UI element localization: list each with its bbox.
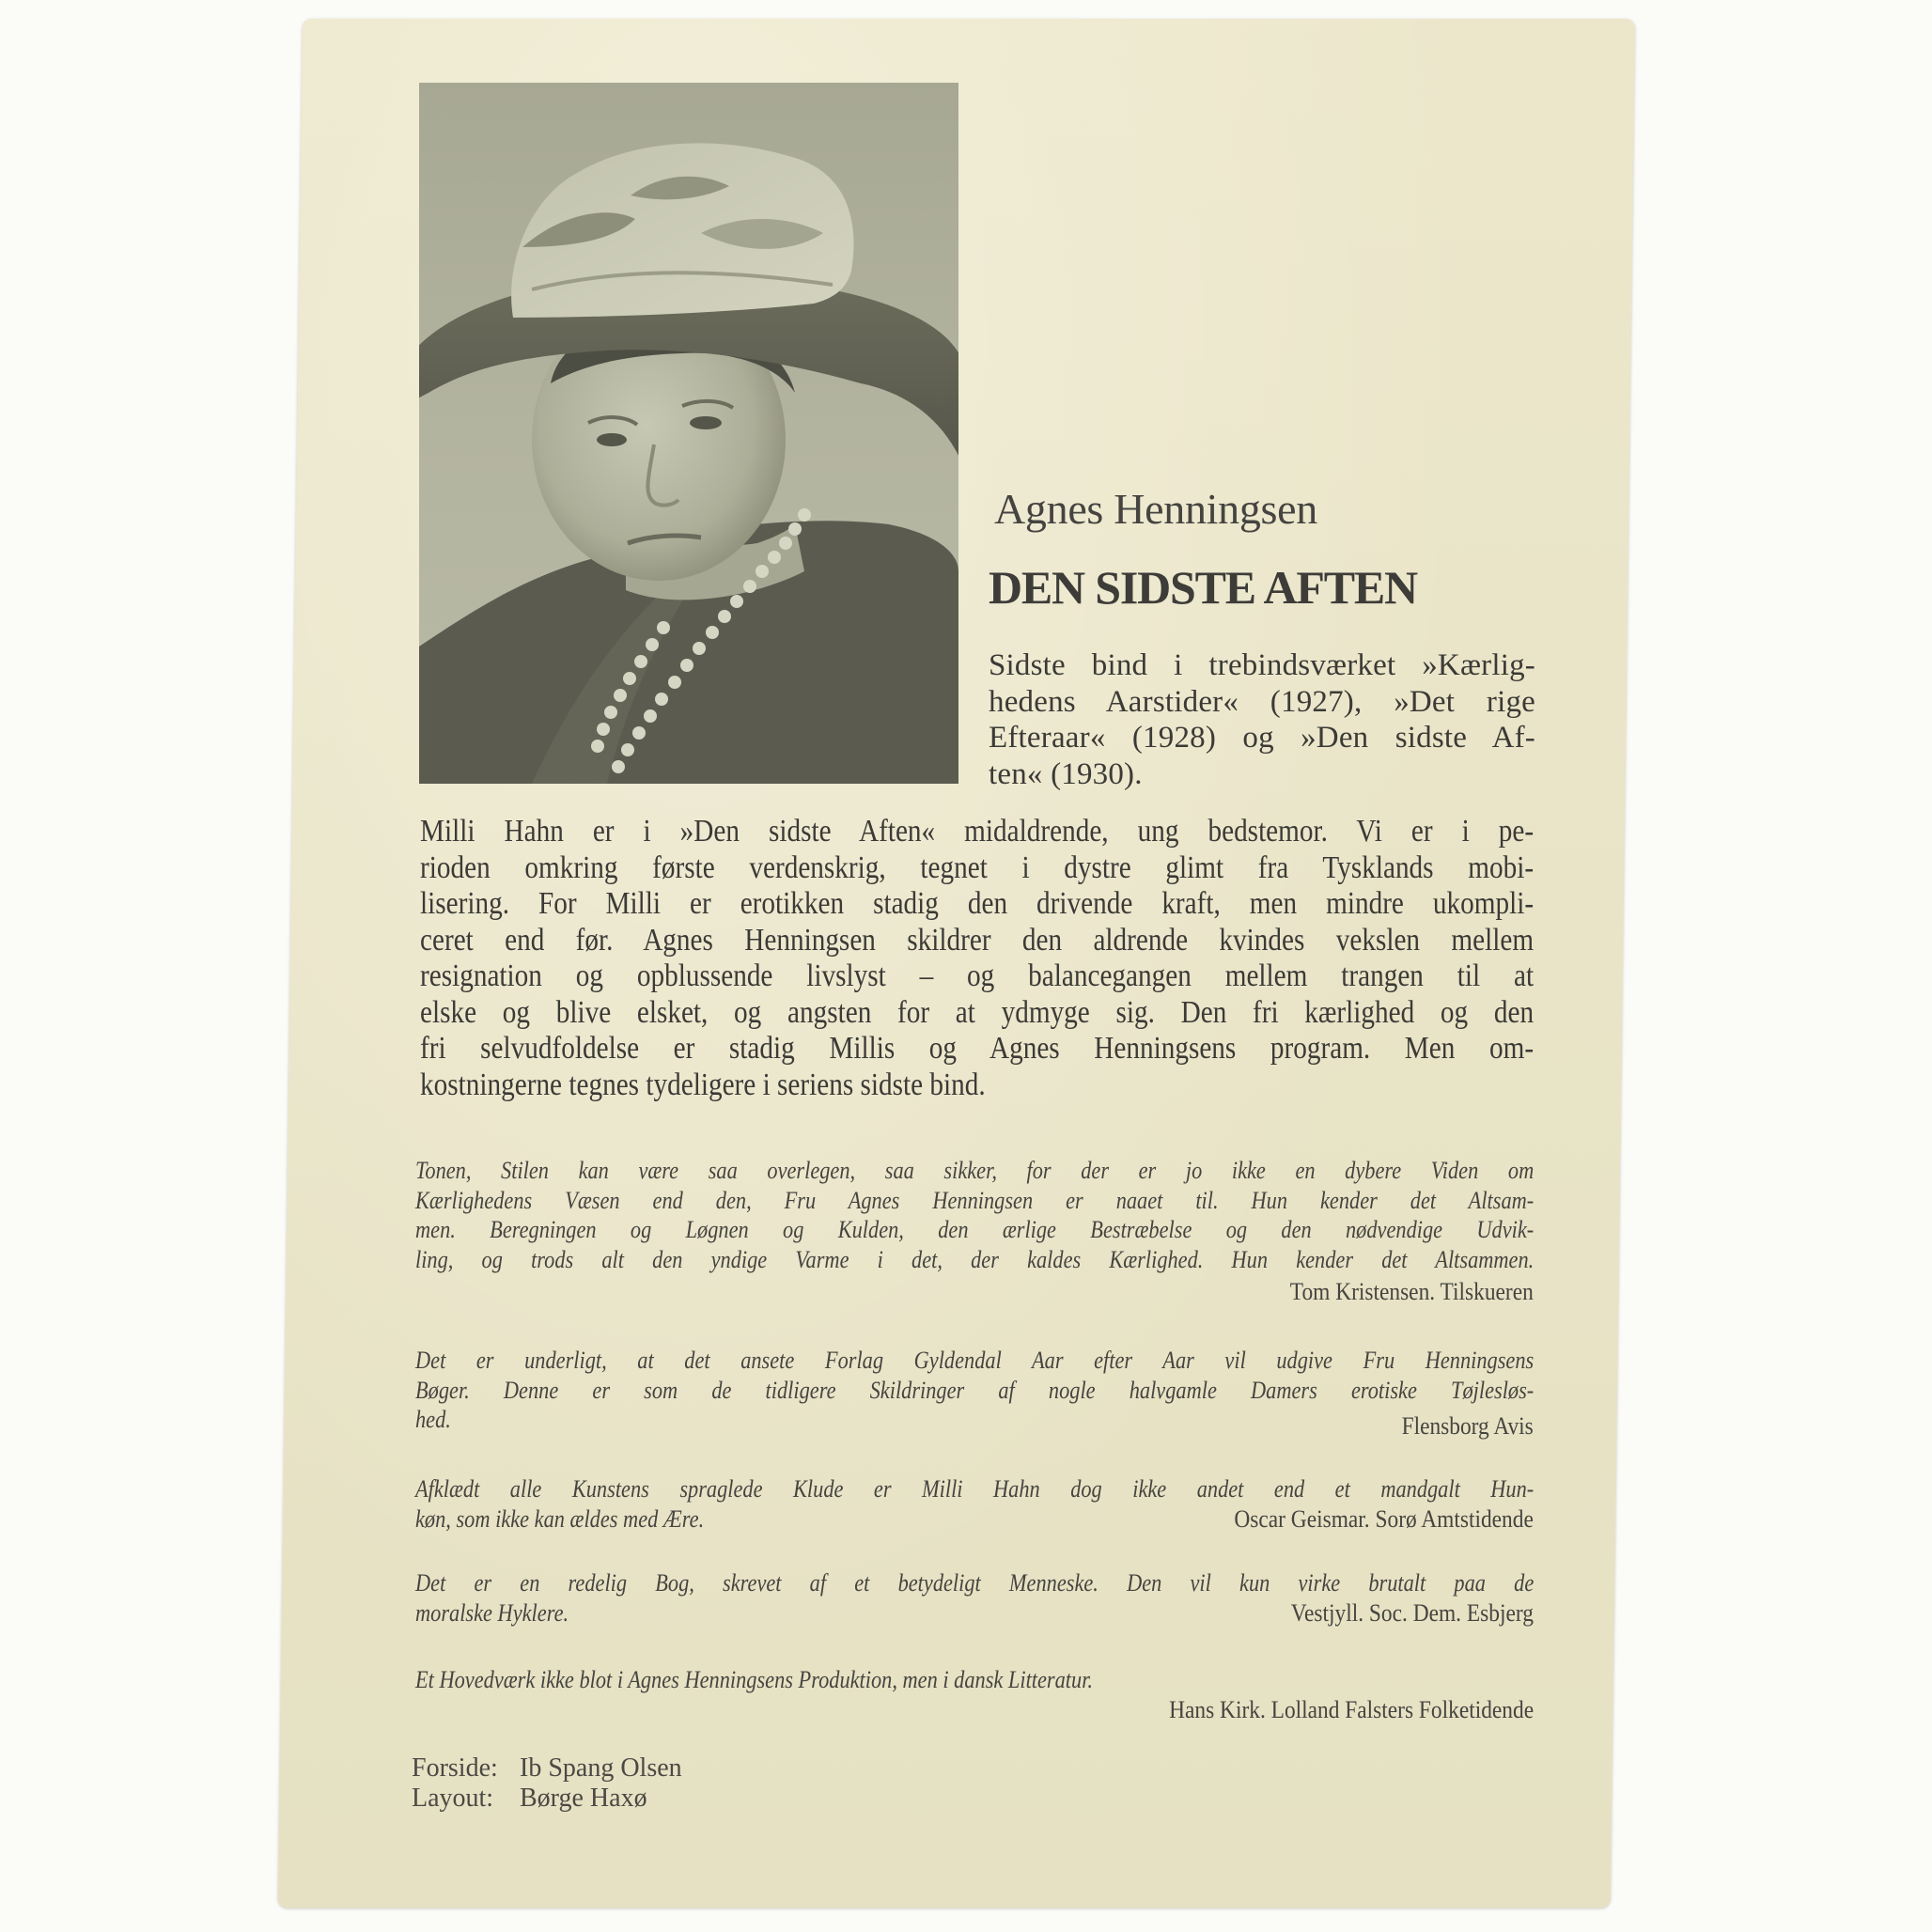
cover-credits xyxy=(412,1753,682,1814)
credit-value: Børge Haxø xyxy=(520,1784,647,1813)
quote-source: Flensborg Avis xyxy=(1401,1412,1534,1440)
credit-label: Forside: xyxy=(412,1753,498,1783)
blurb-line: ten« (1930). xyxy=(989,756,1143,791)
credit-value: Ib Spang Olsen xyxy=(520,1753,682,1783)
quote-line: køn, som ikke kan ældes med Ære. xyxy=(415,1504,705,1533)
quote-source: Oscar Geismar. Sorø Amtstidende xyxy=(1234,1505,1534,1533)
blurb-line: Efteraar« (1928) og »Den sidste Af- xyxy=(989,721,1535,755)
review-quote xyxy=(415,1568,1534,1634)
description-line: lisering. For Milli er erotikken stadig den drivende kraft, men mindre ukompli- xyxy=(420,886,1535,921)
quote-source: Tom Kristensen. Tilskueren xyxy=(1289,1278,1534,1305)
book-description xyxy=(420,814,1534,1103)
quote-line: Det er en redelig Bog, skrevet af et betydeligt Menneske. Den vil kun virke brutalt paa de xyxy=(415,1569,1535,1597)
review-quote xyxy=(415,1474,1534,1540)
quote-line: moralske Hyklere. xyxy=(415,1598,569,1627)
portrait-icon xyxy=(419,83,958,784)
quote-source: Hans Kirk. Lolland Falsters Folketidende xyxy=(1169,1696,1534,1723)
quote-line: Bøger. Denne er som de tidligere Skildringer af nogle halvgamle Damers erotiske Tøjlesløs- xyxy=(415,1376,1535,1404)
quote-line: hed. xyxy=(415,1406,451,1433)
book-title: DEN SIDSTE AFTEN xyxy=(989,561,1417,614)
description-line: Milli Hahn er i »Den sidste Aften« midaldrende, ung bedstemor. Vi er i pe- xyxy=(420,814,1535,849)
credit-cover xyxy=(412,1753,682,1784)
credit-layout xyxy=(412,1784,682,1814)
review-quote xyxy=(415,1156,1534,1306)
review-quote xyxy=(415,1665,1534,1731)
series-blurb xyxy=(989,647,1535,792)
credit-label: Layout: xyxy=(412,1784,494,1813)
author-name: Agnes Henningsen xyxy=(994,485,1317,533)
description-line: resignation og opblussende livslyst – og balancegangen mellem trangen til at xyxy=(420,958,1535,993)
description-line: rioden omkring første verdenskrig, tegnet i dystre glimt fra Tysklands mobi- xyxy=(420,849,1535,885)
description-line: fri selvudfoldelse er stadig Millis og Agnes Henningsens program. Men om- xyxy=(420,1031,1535,1066)
quote-line: Et Hovedværk ikke blot i Agnes Henningsens Produktion, men i dansk Litteratur. xyxy=(415,1666,1094,1693)
quote-line: men. Beregningen og Løgnen og Kulden, den ærlige Bestræbelse og den nødvendige Udvik- xyxy=(415,1216,1535,1243)
description-line: ceret end før. Agnes Henningsen skildrer den aldrende kvindes vekslen mellem xyxy=(420,922,1535,958)
quote-source: Vestjyll. Soc. Dem. Esbjerg xyxy=(1290,1599,1534,1627)
blurb-line: hedens Aarstider« (1927), »Det rige xyxy=(989,684,1535,719)
quote-line: Kærlighedens Væsen end den, Fru Agnes Henningsen er naaet til. Hun kender det Altsam- xyxy=(415,1186,1535,1214)
author-portrait-photo xyxy=(419,83,958,784)
quote-line: ling, og trods alt den yndige Varme i det, der kaldes Kærlighed. Hun kender det Altsammen. xyxy=(415,1245,1535,1273)
description-line: elske og blive elsket, og angsten for at ydmyge sig. Den fri kærlighed og den xyxy=(420,994,1535,1030)
quote-line: Det er underligt, at det ansete Forlag Gyldendal Aar efter Aar vil udgive Fru Henningsens xyxy=(415,1347,1535,1374)
quote-line: Tonen, Stilen kan være saa overlegen, saa sikker, for der er jo ikke en dybere Viden om xyxy=(415,1157,1535,1184)
review-quote xyxy=(415,1346,1534,1440)
quote-line: Afklædt alle Kunstens spraglede Klude er Milli Hahn dog ikke andet end et mandgalt Hun- xyxy=(415,1475,1535,1503)
blurb-line: Sidste bind i trebindsværket »Kærlig- xyxy=(989,648,1535,682)
description-line: kostningerne tegnes tydeligere i seriens sidste bind. xyxy=(420,1067,986,1102)
